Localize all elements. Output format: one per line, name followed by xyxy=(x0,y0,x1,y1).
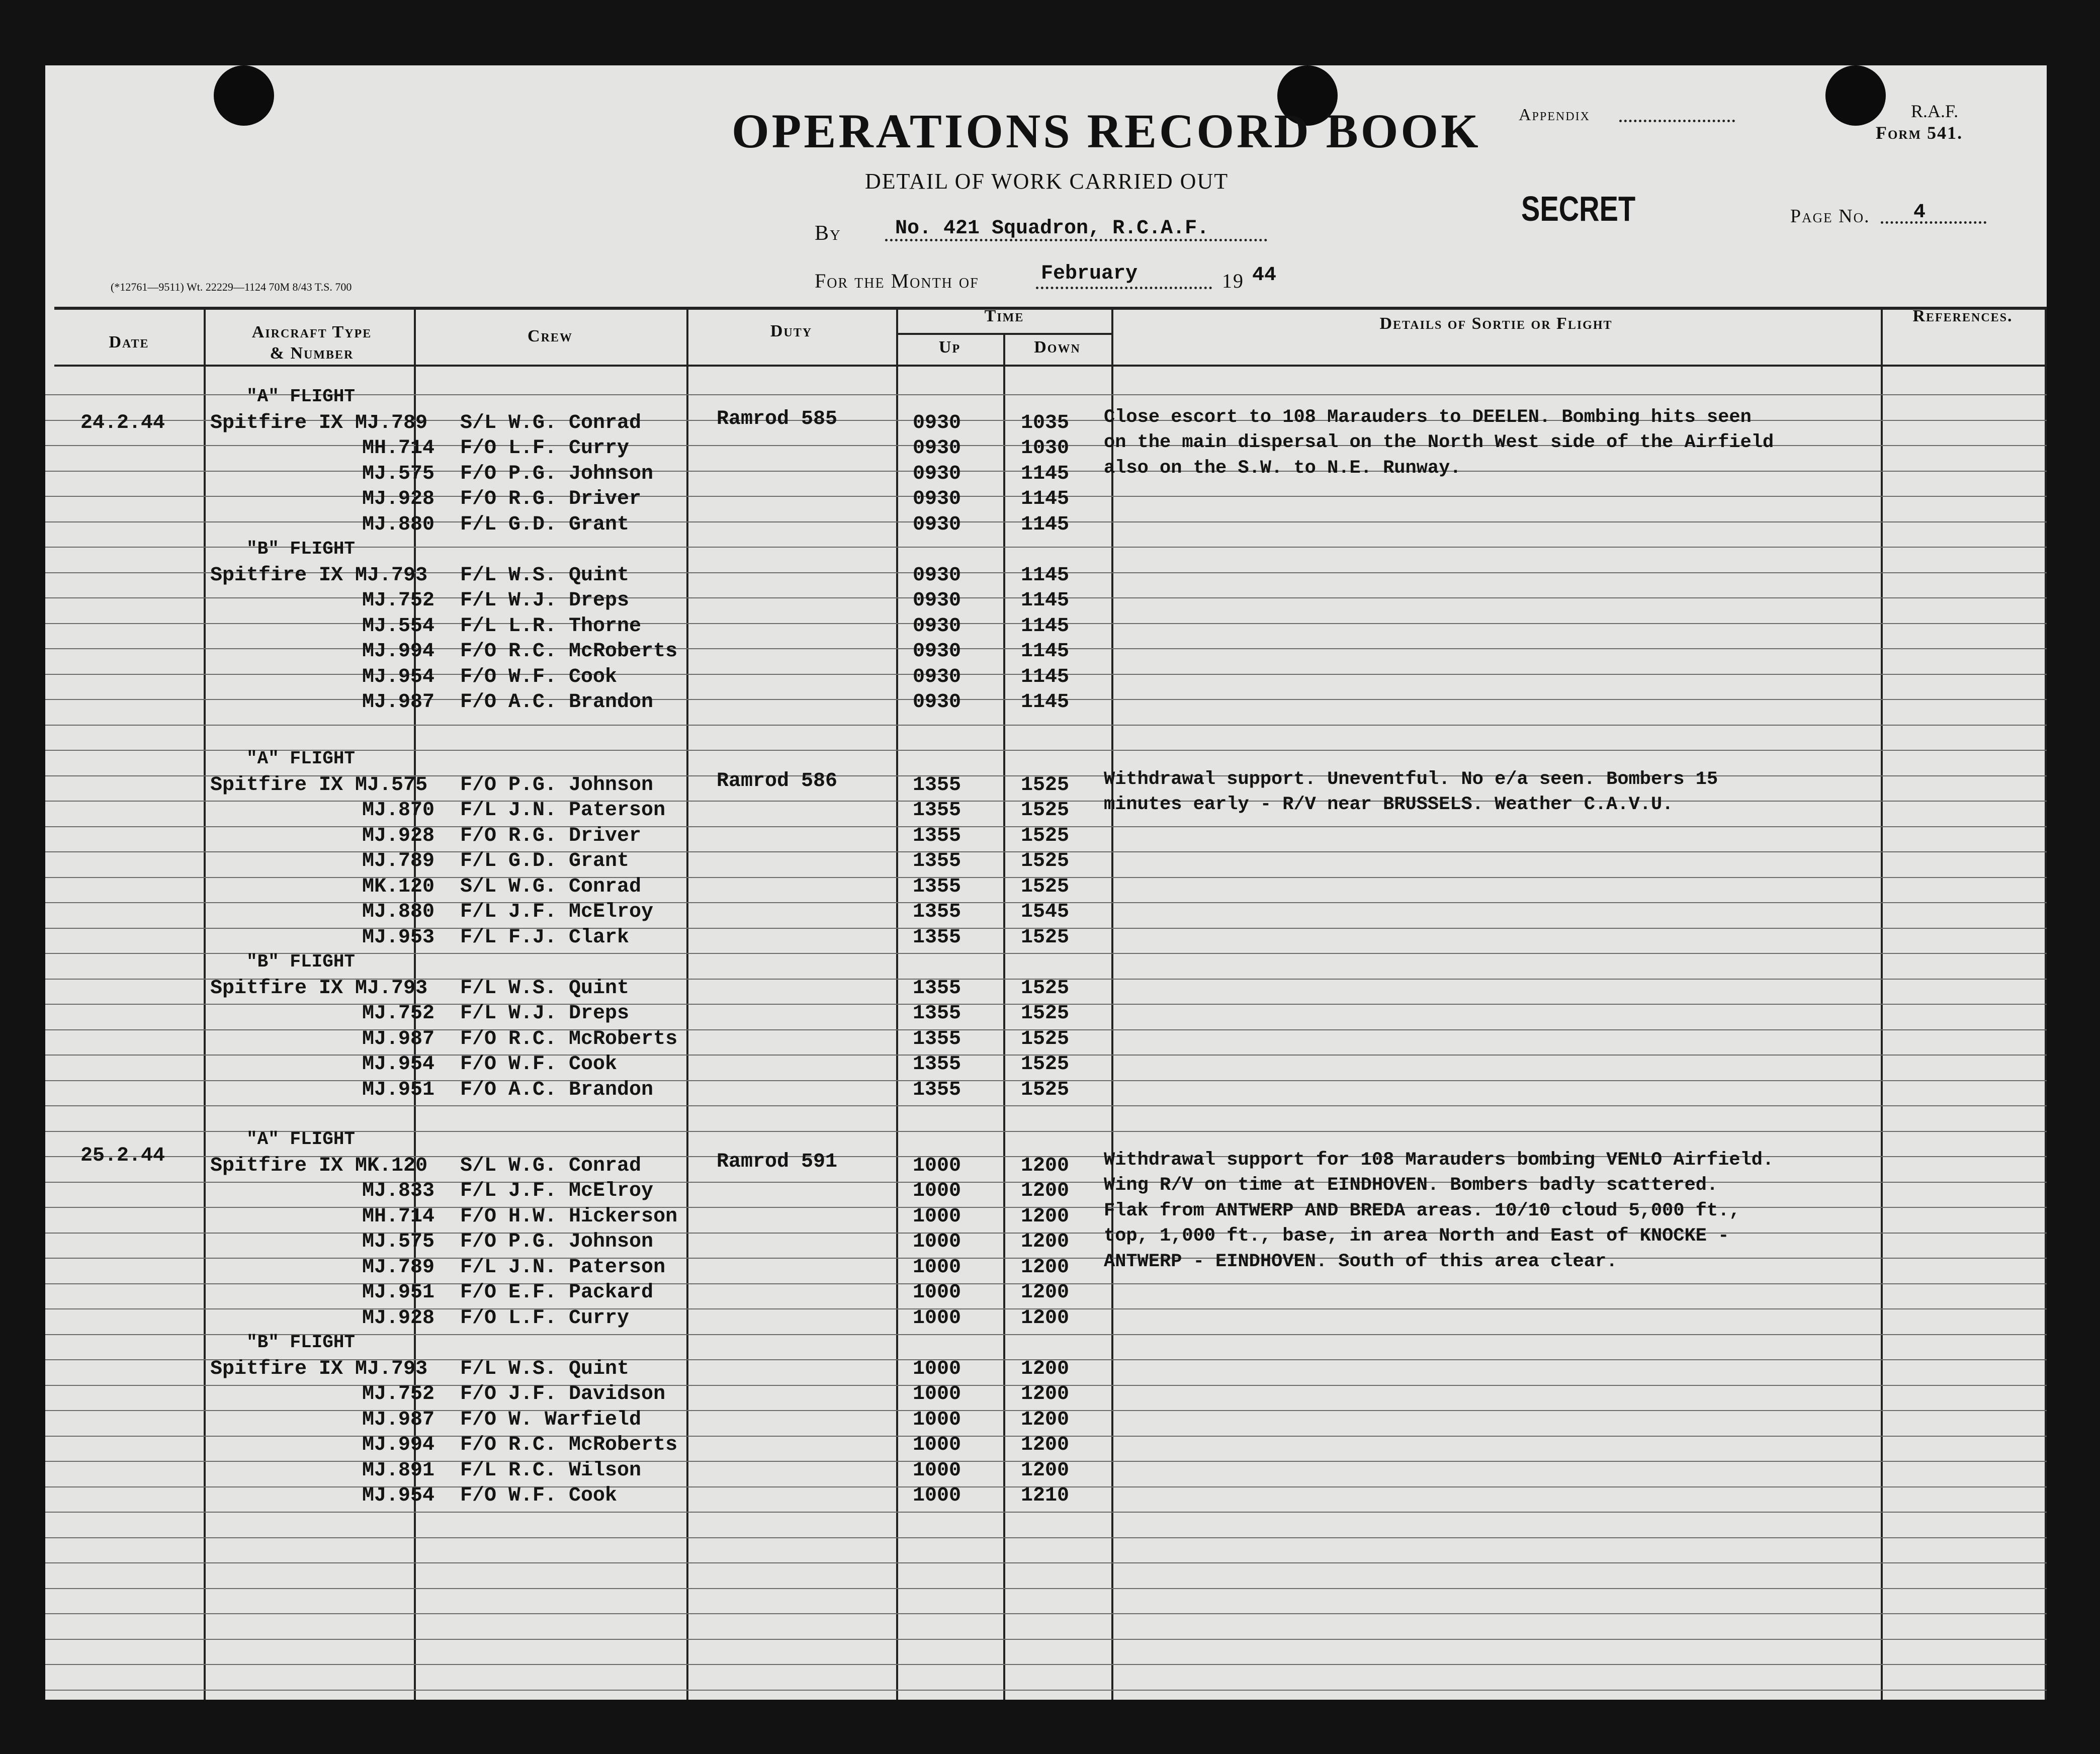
time-up: 0930 xyxy=(913,589,961,612)
time-up: 1000 xyxy=(913,1180,961,1202)
time-up: 0930 xyxy=(913,513,961,536)
aircraft-number: MJ.752 xyxy=(362,589,435,612)
crew-member: F/O W.F. Cook xyxy=(460,1484,618,1507)
time-down: 1200 xyxy=(1021,1408,1070,1431)
time-up: 1355 xyxy=(913,977,961,1000)
aircraft-number: MJ.891 xyxy=(362,1459,435,1482)
form-title: OPERATIONS RECORD BOOK xyxy=(732,104,1481,158)
sortie-details-line: on the main dispersal on the North West side of the Airfield xyxy=(1104,432,1774,453)
sortie-duty: Ramrod 591 xyxy=(717,1150,838,1173)
raf-label: R.A.F. xyxy=(1911,101,1959,121)
time-down: 1145 xyxy=(1021,513,1070,536)
time-up: 0930 xyxy=(913,411,961,434)
crew-member: F/O L.F. Curry xyxy=(460,1306,630,1330)
aircraft-number: MJ.951 xyxy=(362,1078,435,1101)
crew-member: F/L J.F. McElroy xyxy=(460,1180,654,1202)
time-up: 1000 xyxy=(913,1484,961,1507)
crew-member: F/L J.N. Paterson xyxy=(460,799,666,822)
time-up: 1000 xyxy=(913,1231,961,1253)
time-down: 1145 xyxy=(1021,691,1070,714)
sortie-date: 24.2.44 xyxy=(80,411,165,434)
aircraft-number: MJ.554 xyxy=(362,615,435,638)
time-down: 1145 xyxy=(1021,589,1070,612)
time-down: 1200 xyxy=(1021,1281,1070,1304)
aircraft-number: MJ.994 xyxy=(362,640,435,663)
crew-member: F/L J.F. McElroy xyxy=(460,901,654,923)
time-down: 1525 xyxy=(1021,1027,1070,1050)
time-down: 1145 xyxy=(1021,462,1070,485)
ruled-line xyxy=(45,1588,2047,1589)
crew-member: F/L W.J. Dreps xyxy=(460,1002,630,1025)
header-aircraft: Aircraft Type & Number xyxy=(251,323,372,363)
crew-member: F/L R.C. Wilson xyxy=(460,1459,642,1482)
time-up: 0930 xyxy=(913,437,961,460)
crew-member: F/L W.J. Dreps xyxy=(460,589,630,612)
crew-member: F/O E.F. Packard xyxy=(460,1281,654,1304)
sortie-details-line: Wing R/V on time at EINDHOVEN. Bombers badly scattered. xyxy=(1104,1175,1718,1196)
crew-member: F/O J.F. Davidson xyxy=(460,1383,666,1406)
sortie-details-line: Flak from ANTWERP AND BREDA areas. 10/10 cloud 5,000 ft., xyxy=(1104,1200,1740,1221)
crew-member: F/L W.S. Quint xyxy=(460,1357,630,1380)
aircraft-number: Spitfire IX MJ.789 xyxy=(210,411,428,434)
time-down: 1145 xyxy=(1021,640,1070,663)
time-down: 1200 xyxy=(1021,1205,1070,1228)
time-up: 1000 xyxy=(913,1154,961,1177)
binder-hole-right xyxy=(1825,65,1886,126)
time-down: 1035 xyxy=(1021,411,1070,434)
ruled-line xyxy=(45,1690,2047,1691)
by-label: By xyxy=(815,222,841,245)
aircraft-number: MJ.575 xyxy=(362,462,435,485)
time-down: 1200 xyxy=(1021,1231,1070,1253)
crew-member: F/O W.F. Cook xyxy=(460,665,618,688)
aircraft-number: MJ.752 xyxy=(362,1383,435,1406)
aircraft-number: MJ.987 xyxy=(362,1408,435,1431)
crew-member: F/L W.S. Quint xyxy=(460,977,630,1000)
time-up: 1355 xyxy=(913,1002,961,1025)
time-up: 1355 xyxy=(913,901,961,923)
crew-member: F/L W.S. Quint xyxy=(460,564,630,587)
time-down: 1200 xyxy=(1021,1383,1070,1406)
crew-member: F/L F.J. Clark xyxy=(460,926,630,949)
time-down: 1200 xyxy=(1021,1434,1070,1456)
time-down: 1145 xyxy=(1021,564,1070,587)
aircraft-number: MJ.954 xyxy=(362,1053,435,1076)
time-down: 1210 xyxy=(1021,1484,1070,1507)
aircraft-number: MJ.953 xyxy=(362,926,435,949)
month-label: For the Month of xyxy=(815,270,979,292)
header-up: Up xyxy=(938,338,961,357)
time-up: 0930 xyxy=(913,665,961,688)
time-up: 1000 xyxy=(913,1357,961,1380)
aircraft-number: MJ.994 xyxy=(362,1434,435,1456)
time-down: 1525 xyxy=(1021,799,1070,822)
time-up: 0930 xyxy=(913,691,961,714)
time-down: 1525 xyxy=(1021,977,1070,1000)
sortie-date: 25.2.44 xyxy=(80,1144,165,1167)
sortie-details-line: ANTWERP - EINDHOVEN. South of this area clear. xyxy=(1104,1251,1618,1272)
time-up: 0930 xyxy=(913,488,961,510)
time-down: 1200 xyxy=(1021,1306,1070,1330)
time-up: 1355 xyxy=(913,875,961,898)
time-up: 0930 xyxy=(913,564,961,587)
aircraft-number: MJ.987 xyxy=(362,1027,435,1050)
crew-member: F/O W. Warfield xyxy=(460,1408,642,1431)
sortie-duty: Ramrod 585 xyxy=(717,407,838,430)
ruled-line xyxy=(45,1613,2047,1614)
sortie-details-line: Withdrawal support. Uneventful. No e/a seen. Bombers 15 xyxy=(1104,768,1718,790)
crew-member: F/O W.F. Cook xyxy=(460,1053,618,1076)
time-down: 1525 xyxy=(1021,875,1070,898)
aircraft-number: MJ.987 xyxy=(362,691,435,714)
time-up: 1355 xyxy=(913,799,961,822)
month-value: February xyxy=(1041,262,1138,285)
sortie-details-line: Withdrawal support for 108 Marauders bombing VENLO Airfield. xyxy=(1104,1149,1774,1171)
flight-label: "A" FLIGHT xyxy=(246,386,356,407)
aircraft-number: Spitfire IX MJ.793 xyxy=(210,1357,428,1380)
ruled-line xyxy=(45,725,2047,726)
aircraft-number: MK.120 xyxy=(362,875,435,898)
time-up: 0930 xyxy=(913,462,961,485)
aircraft-number: Spitfire IX MJ.793 xyxy=(210,564,428,587)
time-down: 1145 xyxy=(1021,665,1070,688)
time-down: 1200 xyxy=(1021,1154,1070,1177)
crew-member: F/L J.N. Paterson xyxy=(460,1256,666,1279)
time-up: 0930 xyxy=(913,615,961,638)
aircraft-number: Spitfire IX MK.120 xyxy=(210,1154,428,1177)
ruled-line xyxy=(45,1105,2047,1106)
time-up: 1000 xyxy=(913,1434,961,1456)
aircraft-number: MH.714 xyxy=(362,1205,435,1228)
aircraft-number: MJ.928 xyxy=(362,824,435,847)
time-up: 1355 xyxy=(913,824,961,847)
time-up: 1000 xyxy=(913,1281,961,1304)
time-down: 1200 xyxy=(1021,1357,1070,1380)
header-references: References. xyxy=(1912,307,2013,325)
time-up: 1000 xyxy=(913,1256,961,1279)
crew-member: F/O P.G. Johnson xyxy=(460,462,654,485)
aircraft-number: MJ.880 xyxy=(362,513,435,536)
header-date: Date xyxy=(109,333,149,352)
time-down: 1145 xyxy=(1021,615,1070,638)
crew-member: F/L L.R. Thorne xyxy=(460,615,642,638)
aircraft-number: MJ.833 xyxy=(362,1180,435,1202)
flight-label: "A" FLIGHT xyxy=(246,748,356,769)
time-up: 0930 xyxy=(913,640,961,663)
time-up: 1355 xyxy=(913,1027,961,1050)
crew-member: F/O A.C. Brandon xyxy=(460,1078,654,1101)
time-down: 1525 xyxy=(1021,773,1070,797)
crew-member: F/O R.C. McRoberts xyxy=(460,1027,678,1050)
time-up: 1000 xyxy=(913,1205,961,1228)
time-down: 1200 xyxy=(1021,1256,1070,1279)
year-value: 44 xyxy=(1252,264,1277,287)
secret-stamp: SECRET xyxy=(1521,189,1636,228)
ruled-line xyxy=(45,1664,2047,1665)
ruled-line xyxy=(45,1537,2047,1538)
flight-label: "A" FLIGHT xyxy=(246,1129,356,1150)
sortie-details-line: Close escort to 108 Marauders to DEELEN. Bombing hits seen xyxy=(1104,406,1752,428)
aircraft-number: MJ.789 xyxy=(362,1256,435,1279)
sortie-details-line: top, 1,000 ft., base, in area North and East of KNOCKE - xyxy=(1104,1225,1729,1247)
time-down: 1145 xyxy=(1021,488,1070,510)
ruled-line xyxy=(45,1512,2047,1513)
time-up: 1355 xyxy=(913,1053,961,1076)
table-header-rule xyxy=(54,365,2046,367)
time-down: 1525 xyxy=(1021,850,1070,872)
crew-member: F/L G.D. Grant xyxy=(460,850,630,872)
aircraft-number: MJ.752 xyxy=(362,1002,435,1025)
time-down: 1525 xyxy=(1021,1053,1070,1076)
appendix-label: Appendix xyxy=(1519,106,1590,124)
header-crew: Crew xyxy=(528,327,573,345)
header-time: Time xyxy=(984,307,1024,325)
time-down: 1200 xyxy=(1021,1459,1070,1482)
page-label: Page No. xyxy=(1790,206,1870,227)
year-prefix: 19 xyxy=(1222,270,1244,292)
aircraft-number: MJ.954 xyxy=(362,665,435,688)
page-number: 4 xyxy=(1913,201,1926,224)
aircraft-number: MJ.880 xyxy=(362,901,435,923)
aircraft-number: Spitfire IX MJ.575 xyxy=(210,773,428,797)
time-down: 1525 xyxy=(1021,1002,1070,1025)
flight-label: "B" FLIGHT xyxy=(246,539,356,559)
crew-member: S/L W.G. Conrad xyxy=(460,1154,642,1177)
sortie-details-line: minutes early - R/V near BRUSSELS. Weather C.A.V.U. xyxy=(1104,794,1674,815)
time-up: 1000 xyxy=(913,1459,961,1482)
binder-hole-left xyxy=(214,65,274,126)
time-up: 1000 xyxy=(913,1383,961,1406)
sortie-details-line: also on the S.W. to N.E. Runway. xyxy=(1104,457,1461,479)
time-up: 1355 xyxy=(913,773,961,797)
time-down: 1200 xyxy=(1021,1180,1070,1202)
crew-member: F/O R.G. Driver xyxy=(460,824,642,847)
time-down: 1545 xyxy=(1021,901,1070,923)
crew-member: F/O A.C. Brandon xyxy=(460,691,654,714)
aircraft-number: MJ.870 xyxy=(362,799,435,822)
aircraft-number: MJ.954 xyxy=(362,1484,435,1507)
aircraft-number: Spitfire IX MJ.793 xyxy=(210,977,428,1000)
time-up: 1000 xyxy=(913,1306,961,1330)
crew-member: F/O P.G. Johnson xyxy=(460,773,654,797)
crew-member: F/O R.C. McRoberts xyxy=(460,1434,678,1456)
ruled-line xyxy=(45,1639,2047,1640)
squadron-name: No. 421 Squadron, R.C.A.F. xyxy=(895,217,1209,240)
time-up: 1355 xyxy=(913,1078,961,1101)
time-down: 1525 xyxy=(1021,1078,1070,1101)
time-down: 1030 xyxy=(1021,437,1070,460)
sortie-duty: Ramrod 586 xyxy=(717,769,838,793)
ruled-line xyxy=(45,1562,2047,1563)
time-up: 1000 xyxy=(913,1408,961,1431)
form-number: Form 541. xyxy=(1876,123,1963,143)
header-duty: Duty xyxy=(770,322,813,340)
time-down: 1525 xyxy=(1021,824,1070,847)
crew-member: F/O H.W. Hickerson xyxy=(460,1205,678,1228)
crew-member: S/L W.G. Conrad xyxy=(460,875,642,898)
printer-code: (*12761—9511) Wt. 22229—1124 70M 8/43 T.S. 700 xyxy=(111,281,352,293)
crew-member: F/O R.G. Driver xyxy=(460,488,642,510)
header-down: Down xyxy=(1034,338,1081,357)
time-up: 1355 xyxy=(913,850,961,872)
crew-member: S/L W.G. Conrad xyxy=(460,411,642,434)
aircraft-number: MJ.789 xyxy=(362,850,435,872)
form-subtitle: DETAIL OF WORK CARRIED OUT xyxy=(865,169,1229,194)
crew-member: F/L G.D. Grant xyxy=(460,513,630,536)
crew-member: F/O P.G. Johnson xyxy=(460,1231,654,1253)
crew-member: F/O R.C. McRoberts xyxy=(460,640,678,663)
flight-label: "B" FLIGHT xyxy=(246,1332,356,1353)
crew-member: F/O L.F. Curry xyxy=(460,437,630,460)
flight-label: "B" FLIGHT xyxy=(246,951,356,972)
aircraft-number: MJ.951 xyxy=(362,1281,435,1304)
aircraft-number: MH.714 xyxy=(362,437,435,460)
header-details: Details of Sortie or Flight xyxy=(1379,314,1613,333)
time-down: 1525 xyxy=(1021,926,1070,949)
aircraft-number: MJ.575 xyxy=(362,1231,435,1253)
aircraft-number: MJ.928 xyxy=(362,488,435,510)
aircraft-number: MJ.928 xyxy=(362,1306,435,1330)
time-up: 1355 xyxy=(913,926,961,949)
